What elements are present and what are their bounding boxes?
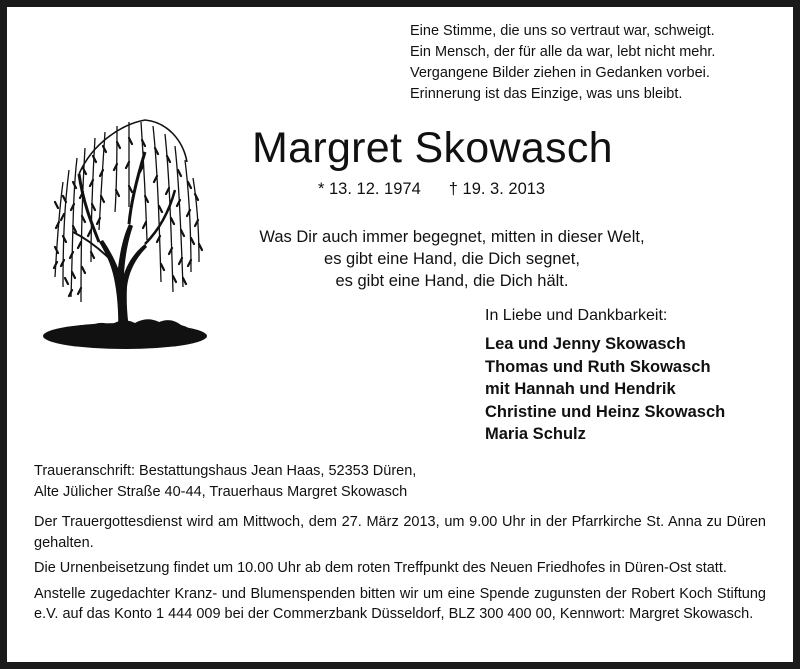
weeping-willow-icon <box>33 112 213 357</box>
verse-line: es gibt eine Hand, die Dich hält. <box>335 272 569 290</box>
address-line: Traueranschrift: Bestattungshaus Jean Haas, 52353 Düren, <box>34 463 417 479</box>
funeral-info <box>34 512 766 630</box>
verse-line: Was Dir auch immer begegnet, mitten in dieser Welt, <box>259 228 645 246</box>
mourning-address <box>34 461 416 502</box>
mourners-list <box>485 333 725 446</box>
mourner-name: mit Hannah und Hendrik <box>485 380 676 398</box>
poem-line: Erinnerung ist das Einzige, was uns bleibt. <box>410 86 683 102</box>
poem-line: Vergangene Bilder ziehen in Gedanken vorbei. <box>410 65 710 81</box>
deceased-name: Margret Skowasch <box>252 124 613 172</box>
address-line: Alte Jülicher Straße 40-44, Trauerhaus Margret Skowasch <box>34 483 408 500</box>
donation-paragraph: Anstelle zugedachter Kranz- und Blumenspenden bitten wir um eine Spende zugunsten der Robert Koch Stiftung e.V. auf das Konto 1 444 009 bei der Commerzbank Düsseldorf, BLZ 300 400 00, Kennwort: Margret Skowasch. <box>34 585 766 622</box>
poem-line: Eine Stimme, die uns so vertraut war, schweigt. <box>410 23 715 39</box>
mourner-name: Maria Schulz <box>485 425 586 443</box>
verse-line: es gibt eine Hand, die Dich segnet, <box>324 250 580 268</box>
birth-date: * 13. 12. 1974 <box>318 180 421 198</box>
death-date: † 19. 3. 2013 <box>448 180 546 198</box>
service-paragraph: Der Trauergottesdienst wird am Mittwoch, dem 27. März 2013, um 9.00 Uhr in der Pfarrkirche St. Anna zu Düren gehalten. <box>34 514 766 551</box>
mourner-name: Christine und Heinz Skowasch <box>485 402 726 421</box>
verse <box>217 226 687 292</box>
mourner-name: Lea und Jenny Skowasch <box>485 335 686 353</box>
poem <box>410 21 770 105</box>
poem-line: Ein Mensch, der für alle da war, lebt nicht mehr. <box>410 44 716 60</box>
mourners-lead: In Liebe und Dankbarkeit: <box>485 307 668 324</box>
burial-paragraph: Die Urnenbeisetzung findet um 10.00 Uhr ab dem roten Treffpunkt des Neuen Friedhofes in Düren-Ost statt. <box>34 560 727 576</box>
mourner-name: Thomas und Ruth Skowasch <box>485 357 711 376</box>
life-dates <box>318 178 545 200</box>
